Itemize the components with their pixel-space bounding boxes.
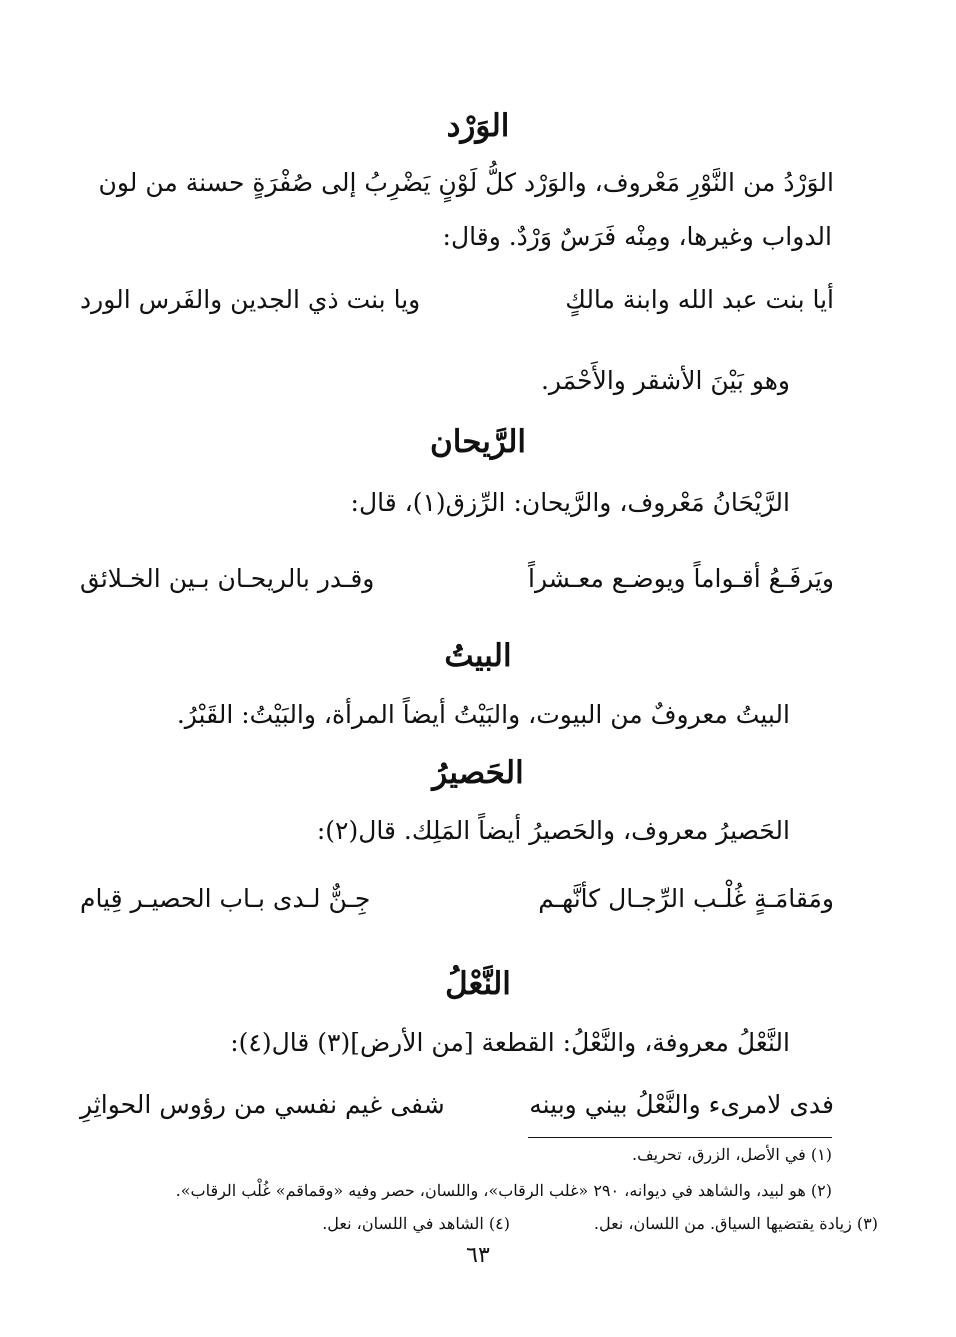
verse-nal bbox=[80, 1090, 834, 1120]
entry-heading-nal: النَّعْلُ bbox=[445, 966, 511, 1002]
footnote-2: (٢) هو لبيد، والشاهد في ديوانه، ٢٩٠ «غلب الرقاب»، واللسان، حصر وفيه «وقماقم» غُلْب الرقاب». bbox=[175, 1181, 832, 1200]
entry-heading-ward: الوَرْد bbox=[446, 108, 510, 144]
entry-text-bayt: البيتُ معروفٌ من البيوت، والبَيْتُ أيضاً المرأة، والبَيْتُ: القَبْرُ. bbox=[176, 700, 790, 729]
entry-text-rayhan: الرَّيْحَانُ مَعْروف، والرَّيحان: الرِّزق(١)، قال: bbox=[350, 488, 790, 517]
verse-rayhan-second-hemistich: وقـدر بالريحـان بـين الخـلائق bbox=[80, 564, 375, 593]
entry-text-ward-line-1: الوَرْدُ من النَّوْرِ مَعْروف، والوَرْد كلُّ لَوْنٍ يَضْرِبُ إلى صُفْرَةٍ حسنة من لون bbox=[98, 168, 834, 197]
entry-heading-rayhan: الرَّيحان bbox=[429, 424, 526, 460]
footnote-1: (١) في الأصل، الزرق، تحريف. bbox=[631, 1145, 832, 1164]
footnote-4: (٤) الشاهد في اللسان، نعل. bbox=[322, 1214, 510, 1233]
footnote-separator bbox=[528, 1137, 832, 1138]
verse-hasir-first-hemistich: ومَقامَـةٍ غُلْـب الرِّجـال كأنَّهـم bbox=[538, 884, 834, 913]
verse-rayhan bbox=[80, 564, 834, 594]
entry-text-nal: النَّعْلُ معروفة، والنَّعْلُ: القطعة [من الأرض](٣) قال(٤): bbox=[230, 1028, 790, 1057]
entry-text-hasir: الحَصيرُ معروف، والحَصيرُ أيضاً المَلِك. قال(٢): bbox=[316, 816, 790, 845]
verse-rayhan-first-hemistich: ويَرفَـعُ أقـواماً ويوضـع معـشراً bbox=[528, 564, 834, 593]
entry-text-ward-after-verse: وهو بَيْنَ الأشقر والأَحْمَر. bbox=[540, 366, 790, 395]
verse-ward-first-hemistich: أيا بنت عبد الله وابنة مالكٍ bbox=[565, 285, 834, 314]
entry-heading-hasir: الحَصيرُ bbox=[432, 755, 524, 791]
verse-nal-first-hemistich: فدى لامرىء والنَّعْلُ بيني وبينه bbox=[529, 1090, 834, 1119]
verse-ward-second-hemistich: ويا بنت ذي الجدين والفَرس الورد bbox=[80, 285, 421, 314]
verse-hasir bbox=[80, 884, 834, 914]
entry-text-ward-line-2: الدواب وغيرها، ومِنْه فَرَسٌ وَرْدٌ. وقال: bbox=[442, 222, 832, 251]
entry-heading-bayt: البيتُ bbox=[444, 638, 512, 674]
verse-ward bbox=[80, 285, 834, 315]
verse-hasir-second-hemistich: جِـنٌّ لـدى بـاب الحصيـر قِيام bbox=[80, 884, 371, 913]
page-number: ٦٣ bbox=[466, 1243, 490, 1268]
footnote-3: (٣) زيادة يقتضيها السياق. من اللسان، نعل. bbox=[593, 1214, 878, 1233]
verse-nal-second-hemistich: شفى غيم نفسي من رؤوس الحواثِرِ bbox=[80, 1090, 445, 1119]
